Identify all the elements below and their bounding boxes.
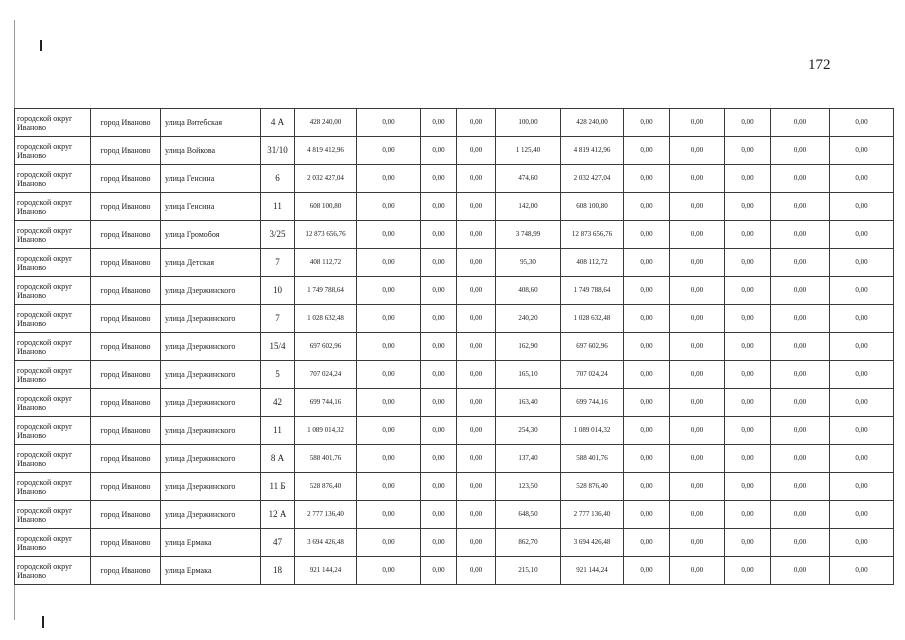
value-cell: 0,00 xyxy=(771,249,830,277)
value-cell: 608 100,80 xyxy=(295,193,357,221)
value-cell: 528 876,40 xyxy=(561,473,624,501)
value-cell: 0,00 xyxy=(357,277,421,305)
value-cell: 0,00 xyxy=(457,473,496,501)
value-cell: 240,20 xyxy=(496,305,561,333)
value-cell: 0,00 xyxy=(670,221,725,249)
value-cell: 699 744,16 xyxy=(295,389,357,417)
value-cell: 0,00 xyxy=(421,417,457,445)
value-cell: 588 401,76 xyxy=(295,445,357,473)
table-row xyxy=(15,445,894,473)
street-cell: улица Дзержинского xyxy=(161,305,261,333)
value-cell: 0,00 xyxy=(771,221,830,249)
value-cell: 0,00 xyxy=(357,193,421,221)
value-cell: 0,00 xyxy=(771,445,830,473)
value-cell: 0,00 xyxy=(771,473,830,501)
value-cell: 0,00 xyxy=(670,277,725,305)
city-cell: город Иваново xyxy=(91,557,161,585)
value-cell: 0,00 xyxy=(421,193,457,221)
value-cell: 0,00 xyxy=(457,221,496,249)
value-cell: 123,50 xyxy=(496,473,561,501)
value-cell: 474,60 xyxy=(496,165,561,193)
value-cell: 0,00 xyxy=(771,193,830,221)
value-cell: 0,00 xyxy=(830,305,894,333)
value-cell: 2 777 136,40 xyxy=(295,501,357,529)
house-cell: 7 xyxy=(261,249,295,277)
value-cell: 0,00 xyxy=(357,333,421,361)
city-cell: город Иваново xyxy=(91,193,161,221)
value-cell: 428 240,00 xyxy=(295,109,357,137)
value-cell: 4 819 412,96 xyxy=(561,137,624,165)
value-cell: 0,00 xyxy=(725,165,771,193)
city-cell: город Иваново xyxy=(91,137,161,165)
value-cell: 1 125,40 xyxy=(496,137,561,165)
value-cell: 2 032 427,04 xyxy=(561,165,624,193)
value-cell: 0,00 xyxy=(624,333,670,361)
city-cell: город Иваново xyxy=(91,249,161,277)
value-cell: 0,00 xyxy=(357,361,421,389)
value-cell: 0,00 xyxy=(725,557,771,585)
house-cell: 6 xyxy=(261,165,295,193)
data-table xyxy=(14,108,894,585)
house-cell: 10 xyxy=(261,277,295,305)
house-cell: 5 xyxy=(261,361,295,389)
house-cell: 18 xyxy=(261,557,295,585)
value-cell: 0,00 xyxy=(421,165,457,193)
value-cell: 0,00 xyxy=(771,389,830,417)
scan-mark-bottom xyxy=(42,616,44,628)
page-number: 172 xyxy=(808,57,831,73)
value-cell: 1 089 014,32 xyxy=(295,417,357,445)
value-cell: 162,90 xyxy=(496,333,561,361)
value-cell: 0,00 xyxy=(624,417,670,445)
table-row xyxy=(15,501,894,529)
house-cell: 7 xyxy=(261,305,295,333)
value-cell: 0,00 xyxy=(725,137,771,165)
value-cell: 215,10 xyxy=(496,557,561,585)
value-cell: 0,00 xyxy=(421,501,457,529)
table-body xyxy=(15,109,894,585)
value-cell: 0,00 xyxy=(725,417,771,445)
value-cell: 0,00 xyxy=(421,109,457,137)
city-cell: город Иваново xyxy=(91,473,161,501)
scan-mark-top xyxy=(40,40,42,51)
value-cell: 699 744,16 xyxy=(561,389,624,417)
value-cell: 0,00 xyxy=(457,501,496,529)
district-cell: городской округ Иваново xyxy=(15,193,91,221)
table-row xyxy=(15,529,894,557)
value-cell: 0,00 xyxy=(771,361,830,389)
house-cell: 15/4 xyxy=(261,333,295,361)
value-cell: 0,00 xyxy=(670,333,725,361)
value-cell: 0,00 xyxy=(421,221,457,249)
value-cell: 1 749 788,64 xyxy=(561,277,624,305)
value-cell: 408 112,72 xyxy=(561,249,624,277)
value-cell: 0,00 xyxy=(624,221,670,249)
value-cell: 0,00 xyxy=(624,557,670,585)
value-cell: 0,00 xyxy=(624,249,670,277)
value-cell: 0,00 xyxy=(357,137,421,165)
value-cell: 0,00 xyxy=(725,193,771,221)
value-cell: 528 876,40 xyxy=(295,473,357,501)
table-row xyxy=(15,249,894,277)
value-cell: 0,00 xyxy=(830,445,894,473)
value-cell: 0,00 xyxy=(357,501,421,529)
value-cell: 0,00 xyxy=(624,193,670,221)
value-cell: 0,00 xyxy=(457,445,496,473)
value-cell: 0,00 xyxy=(670,473,725,501)
street-cell: улица Громобоя xyxy=(161,221,261,249)
value-cell: 0,00 xyxy=(624,137,670,165)
district-cell: городской округ Иваново xyxy=(15,529,91,557)
city-cell: город Иваново xyxy=(91,277,161,305)
value-cell: 165,10 xyxy=(496,361,561,389)
value-cell: 0,00 xyxy=(457,193,496,221)
table-row xyxy=(15,165,894,193)
value-cell: 2 777 136,40 xyxy=(561,501,624,529)
value-cell: 588 401,76 xyxy=(561,445,624,473)
district-cell: городской округ Иваново xyxy=(15,165,91,193)
street-cell: улица Генсина xyxy=(161,193,261,221)
value-cell: 0,00 xyxy=(725,249,771,277)
value-cell: 697 602,96 xyxy=(561,333,624,361)
value-cell: 0,00 xyxy=(830,137,894,165)
value-cell: 0,00 xyxy=(771,109,830,137)
city-cell: город Иваново xyxy=(91,501,161,529)
value-cell: 921 144,24 xyxy=(561,557,624,585)
value-cell: 3 748,99 xyxy=(496,221,561,249)
street-cell: улица Дзержинского xyxy=(161,417,261,445)
district-cell: городской округ Иваново xyxy=(15,221,91,249)
value-cell: 0,00 xyxy=(830,277,894,305)
district-cell: городской округ Иваново xyxy=(15,445,91,473)
value-cell: 0,00 xyxy=(457,361,496,389)
city-cell: город Иваново xyxy=(91,389,161,417)
street-cell: улица Дзержинского xyxy=(161,389,261,417)
value-cell: 0,00 xyxy=(830,221,894,249)
table-row xyxy=(15,473,894,501)
district-cell: городской округ Иваново xyxy=(15,501,91,529)
value-cell: 0,00 xyxy=(830,361,894,389)
value-cell: 0,00 xyxy=(670,193,725,221)
district-cell: городской округ Иваново xyxy=(15,333,91,361)
value-cell: 0,00 xyxy=(670,305,725,333)
city-cell: город Иваново xyxy=(91,109,161,137)
value-cell: 0,00 xyxy=(771,417,830,445)
street-cell: улица Генсина xyxy=(161,165,261,193)
value-cell: 0,00 xyxy=(357,473,421,501)
value-cell: 2 032 427,04 xyxy=(295,165,357,193)
value-cell: 0,00 xyxy=(421,529,457,557)
value-cell: 0,00 xyxy=(670,389,725,417)
district-cell: городской округ Иваново xyxy=(15,473,91,501)
value-cell: 0,00 xyxy=(357,221,421,249)
value-cell: 0,00 xyxy=(421,361,457,389)
value-cell: 4 819 412,96 xyxy=(295,137,357,165)
district-cell: городской округ Иваново xyxy=(15,305,91,333)
house-cell: 42 xyxy=(261,389,295,417)
value-cell: 0,00 xyxy=(421,333,457,361)
district-cell: городской округ Иваново xyxy=(15,417,91,445)
value-cell: 0,00 xyxy=(357,305,421,333)
value-cell: 0,00 xyxy=(421,249,457,277)
value-cell: 428 240,00 xyxy=(561,109,624,137)
street-cell: улица Дзержинского xyxy=(161,361,261,389)
value-cell: 0,00 xyxy=(624,277,670,305)
value-cell: 254,30 xyxy=(496,417,561,445)
house-cell: 31/10 xyxy=(261,137,295,165)
value-cell: 0,00 xyxy=(357,445,421,473)
value-cell: 0,00 xyxy=(624,529,670,557)
value-cell: 0,00 xyxy=(670,417,725,445)
value-cell: 12 873 656,76 xyxy=(561,221,624,249)
city-cell: город Иваново xyxy=(91,417,161,445)
district-cell: городской округ Иваново xyxy=(15,109,91,137)
value-cell: 0,00 xyxy=(725,221,771,249)
value-cell: 0,00 xyxy=(624,473,670,501)
value-cell: 0,00 xyxy=(830,417,894,445)
city-cell: город Иваново xyxy=(91,221,161,249)
value-cell: 1 089 014,32 xyxy=(561,417,624,445)
value-cell: 0,00 xyxy=(830,557,894,585)
value-cell: 0,00 xyxy=(725,445,771,473)
district-cell: городской округ Иваново xyxy=(15,389,91,417)
value-cell: 1 028 632,48 xyxy=(561,305,624,333)
city-cell: город Иваново xyxy=(91,361,161,389)
value-cell: 95,30 xyxy=(496,249,561,277)
value-cell: 0,00 xyxy=(457,417,496,445)
district-cell: городской округ Иваново xyxy=(15,361,91,389)
value-cell: 0,00 xyxy=(457,305,496,333)
table-row xyxy=(15,361,894,389)
table-row xyxy=(15,333,894,361)
value-cell: 0,00 xyxy=(725,109,771,137)
value-cell: 0,00 xyxy=(357,557,421,585)
value-cell: 0,00 xyxy=(357,529,421,557)
value-cell: 0,00 xyxy=(830,529,894,557)
street-cell: улица Дзержинского xyxy=(161,445,261,473)
value-cell: 0,00 xyxy=(624,389,670,417)
value-cell: 0,00 xyxy=(725,473,771,501)
value-cell: 862,70 xyxy=(496,529,561,557)
value-cell: 0,00 xyxy=(830,193,894,221)
house-cell: 3/25 xyxy=(261,221,295,249)
value-cell: 0,00 xyxy=(457,557,496,585)
value-cell: 0,00 xyxy=(357,249,421,277)
value-cell: 0,00 xyxy=(771,165,830,193)
street-cell: улица Ермака xyxy=(161,557,261,585)
street-cell: улица Ермака xyxy=(161,529,261,557)
house-cell: 8 А xyxy=(261,445,295,473)
value-cell: 707 024,24 xyxy=(561,361,624,389)
value-cell: 0,00 xyxy=(457,277,496,305)
value-cell: 0,00 xyxy=(624,361,670,389)
house-cell: 11 xyxy=(261,417,295,445)
value-cell: 0,00 xyxy=(457,109,496,137)
value-cell: 0,00 xyxy=(457,529,496,557)
house-cell: 47 xyxy=(261,529,295,557)
value-cell: 921 144,24 xyxy=(295,557,357,585)
value-cell: 0,00 xyxy=(725,305,771,333)
house-cell: 12 А xyxy=(261,501,295,529)
value-cell: 0,00 xyxy=(670,557,725,585)
value-cell: 0,00 xyxy=(771,529,830,557)
value-cell: 100,00 xyxy=(496,109,561,137)
value-cell: 0,00 xyxy=(624,305,670,333)
table-row xyxy=(15,305,894,333)
value-cell: 0,00 xyxy=(457,165,496,193)
street-cell: улица Детская xyxy=(161,249,261,277)
value-cell: 0,00 xyxy=(457,333,496,361)
value-cell: 0,00 xyxy=(624,445,670,473)
city-cell: город Иваново xyxy=(91,165,161,193)
value-cell: 408,60 xyxy=(496,277,561,305)
value-cell: 142,00 xyxy=(496,193,561,221)
value-cell: 0,00 xyxy=(670,361,725,389)
district-cell: городской округ Иваново xyxy=(15,249,91,277)
house-cell: 11 Б xyxy=(261,473,295,501)
district-cell: городской округ Иваново xyxy=(15,557,91,585)
value-cell: 0,00 xyxy=(771,305,830,333)
value-cell: 707 024,24 xyxy=(295,361,357,389)
table-row xyxy=(15,221,894,249)
value-cell: 0,00 xyxy=(457,389,496,417)
value-cell: 3 694 426,48 xyxy=(561,529,624,557)
value-cell: 0,00 xyxy=(670,529,725,557)
value-cell: 0,00 xyxy=(357,389,421,417)
value-cell: 0,00 xyxy=(771,333,830,361)
street-cell: улица Дзержинского xyxy=(161,501,261,529)
value-cell: 0,00 xyxy=(357,165,421,193)
value-cell: 0,00 xyxy=(670,249,725,277)
table-row xyxy=(15,389,894,417)
street-cell: улица Дзержинского xyxy=(161,473,261,501)
value-cell: 0,00 xyxy=(771,501,830,529)
value-cell: 0,00 xyxy=(624,501,670,529)
value-cell: 0,00 xyxy=(830,109,894,137)
value-cell: 3 694 426,48 xyxy=(295,529,357,557)
value-cell: 0,00 xyxy=(670,445,725,473)
street-cell: улица Дзержинского xyxy=(161,333,261,361)
value-cell: 0,00 xyxy=(725,501,771,529)
table-row xyxy=(15,277,894,305)
value-cell: 0,00 xyxy=(357,109,421,137)
table-row xyxy=(15,109,894,137)
value-cell: 0,00 xyxy=(830,501,894,529)
value-cell: 0,00 xyxy=(421,473,457,501)
district-cell: городской округ Иваново xyxy=(15,277,91,305)
value-cell: 137,40 xyxy=(496,445,561,473)
value-cell: 0,00 xyxy=(421,445,457,473)
value-cell: 0,00 xyxy=(725,333,771,361)
table-row xyxy=(15,193,894,221)
data-table-wrapper xyxy=(14,108,894,585)
table-row xyxy=(15,137,894,165)
value-cell: 0,00 xyxy=(830,249,894,277)
value-cell: 697 602,96 xyxy=(295,333,357,361)
value-cell: 0,00 xyxy=(421,137,457,165)
value-cell: 0,00 xyxy=(725,529,771,557)
street-cell: улица Войкова xyxy=(161,137,261,165)
value-cell: 12 873 656,76 xyxy=(295,221,357,249)
value-cell: 0,00 xyxy=(771,137,830,165)
value-cell: 0,00 xyxy=(421,277,457,305)
city-cell: город Иваново xyxy=(91,333,161,361)
value-cell: 0,00 xyxy=(830,389,894,417)
house-cell: 11 xyxy=(261,193,295,221)
value-cell: 0,00 xyxy=(670,137,725,165)
value-cell: 0,00 xyxy=(830,333,894,361)
value-cell: 0,00 xyxy=(725,361,771,389)
value-cell: 0,00 xyxy=(421,389,457,417)
value-cell: 0,00 xyxy=(421,557,457,585)
value-cell: 0,00 xyxy=(624,165,670,193)
value-cell: 0,00 xyxy=(771,557,830,585)
house-cell: 4 А xyxy=(261,109,295,137)
value-cell: 0,00 xyxy=(457,137,496,165)
value-cell: 0,00 xyxy=(670,501,725,529)
value-cell: 0,00 xyxy=(624,109,670,137)
table-row xyxy=(15,417,894,445)
value-cell: 0,00 xyxy=(357,417,421,445)
value-cell: 0,00 xyxy=(670,109,725,137)
city-cell: город Иваново xyxy=(91,305,161,333)
value-cell: 163,40 xyxy=(496,389,561,417)
value-cell: 0,00 xyxy=(830,473,894,501)
value-cell: 0,00 xyxy=(725,277,771,305)
street-cell: улица Дзержинского xyxy=(161,277,261,305)
city-cell: город Иваново xyxy=(91,529,161,557)
value-cell: 1 749 788,64 xyxy=(295,277,357,305)
city-cell: город Иваново xyxy=(91,445,161,473)
value-cell: 0,00 xyxy=(670,165,725,193)
value-cell: 0,00 xyxy=(830,165,894,193)
value-cell: 0,00 xyxy=(725,389,771,417)
value-cell: 408 112,72 xyxy=(295,249,357,277)
table-row xyxy=(15,557,894,585)
value-cell: 0,00 xyxy=(421,305,457,333)
value-cell: 0,00 xyxy=(457,249,496,277)
value-cell: 608 100,80 xyxy=(561,193,624,221)
district-cell: городской округ Иваново xyxy=(15,137,91,165)
value-cell: 0,00 xyxy=(771,277,830,305)
value-cell: 648,50 xyxy=(496,501,561,529)
value-cell: 1 028 632,48 xyxy=(295,305,357,333)
street-cell: улица Витебская xyxy=(161,109,261,137)
